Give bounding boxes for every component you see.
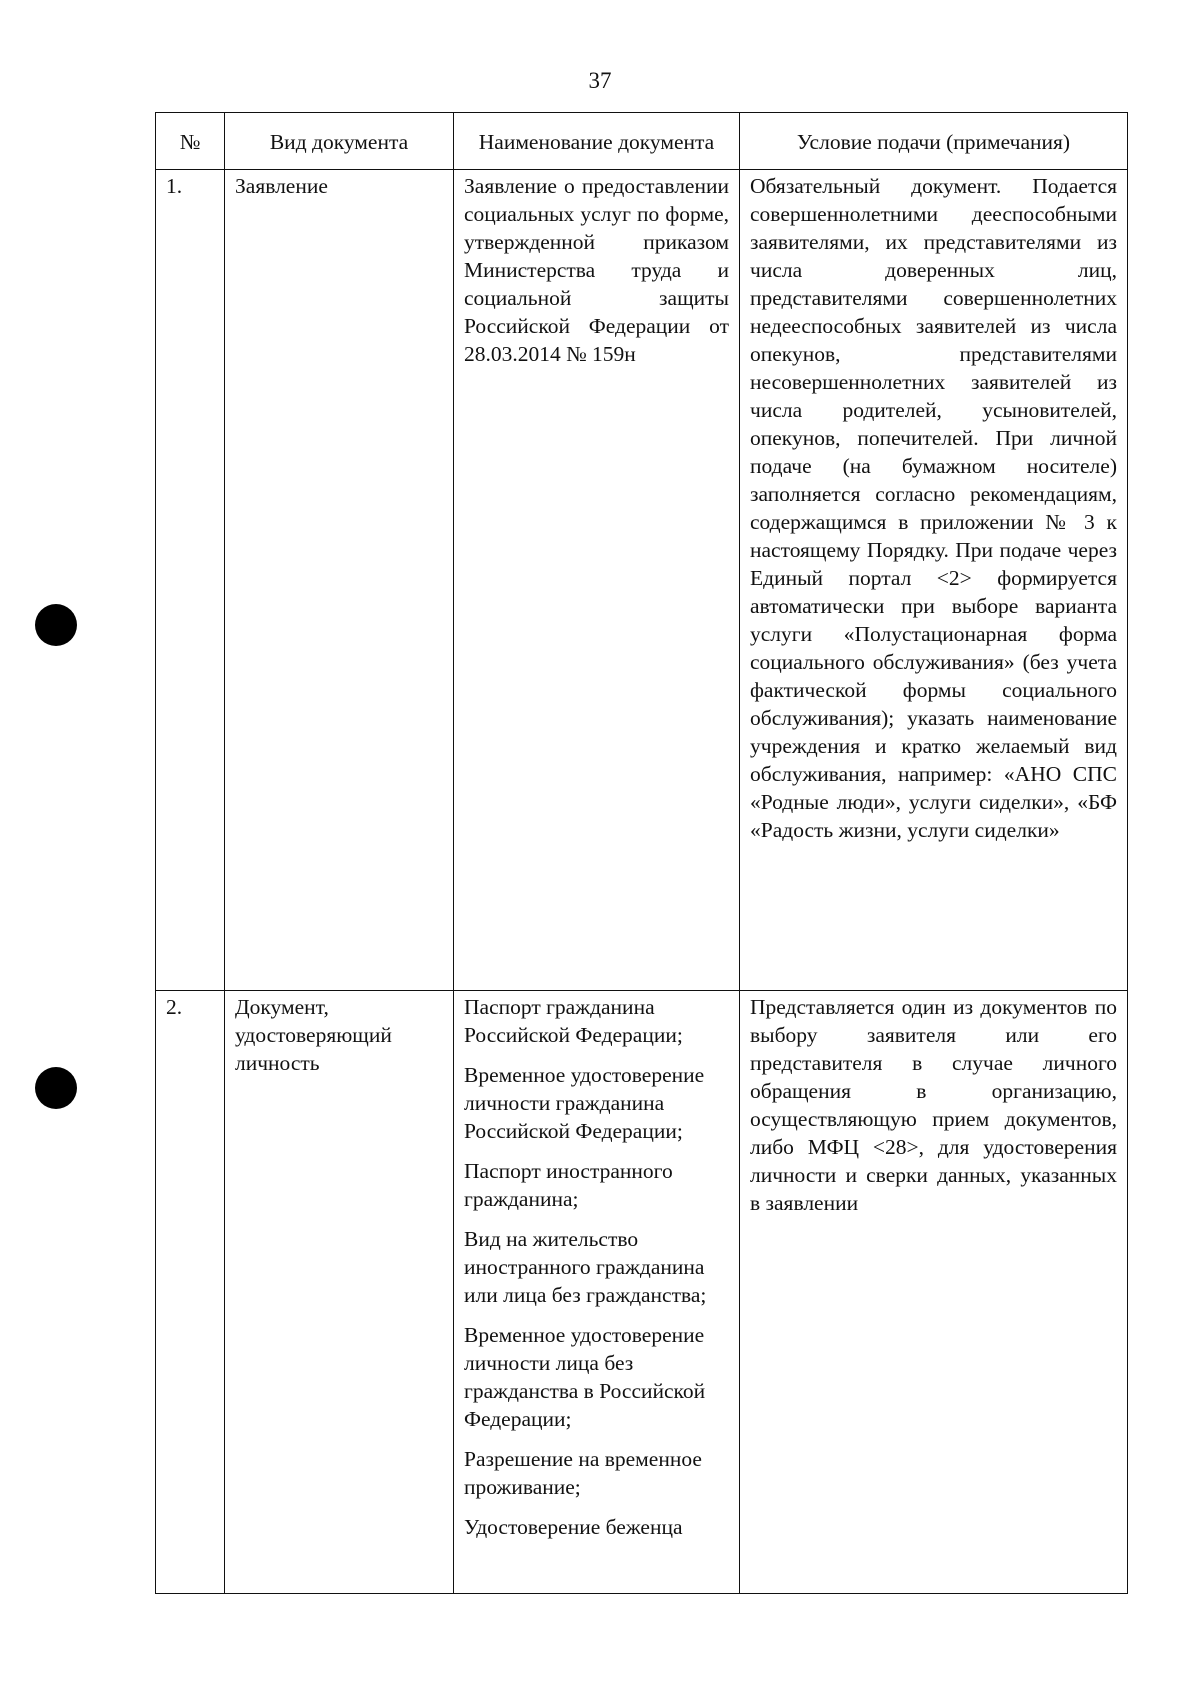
- document-name-item: Вид на жительство иностранного гражданина или лица без гражданства;: [464, 1227, 707, 1307]
- submission-condition: Представляется один из документов по выбору заявителя или его представителя в случае личного обращения в организацию, осуществляющую прием документов, либо МФЦ <28>, для удостоверения личности и сверки данных, указанных в заявлении: [740, 991, 1128, 1594]
- row-number: 2.: [156, 991, 225, 1594]
- document-type: Документ, удостоверяющий личность: [225, 991, 454, 1594]
- document-name: Заявление о предоставлении социальных услуг по форме, утвержденной приказом Министерства труда и социальной защиты Российской Федерации от 28.03.2014 № 159н: [454, 170, 740, 991]
- table-row: [156, 991, 1128, 1594]
- header-name: Наименование документа: [454, 113, 740, 170]
- punch-hole: [35, 604, 77, 646]
- punch-hole: [35, 1067, 77, 1109]
- table-header-row: [156, 113, 1128, 170]
- documents-table: [155, 112, 1128, 1594]
- header-condition: Условие подачи (примечания): [740, 113, 1128, 170]
- row-number: 1.: [156, 170, 225, 991]
- document-name-item: Паспорт иностранного гражданина;: [464, 1159, 673, 1211]
- table-row: [156, 170, 1128, 991]
- document-name-item: Паспорт гражданина Российской Федерации;: [464, 995, 683, 1047]
- header-num: №: [156, 113, 225, 170]
- document-name-list: [454, 991, 740, 1594]
- document-name-item: Удостоверение беженца: [464, 1515, 683, 1539]
- document-name-item: Временное удостоверение личности гражданина Российской Федерации;: [464, 1063, 705, 1143]
- page-number: 37: [588, 68, 612, 93]
- document-name-item: Временное удостоверение личности лица без гражданства в Российской Федерации;: [464, 1323, 706, 1431]
- document-name-item: Разрешение на временное проживание;: [464, 1447, 702, 1499]
- header-type: Вид документа: [225, 113, 454, 170]
- submission-condition: Обязательный документ. Подается совершеннолетними дееспособными заявителями, их представителями из числа доверенных лиц, представителями совершеннолетних недееспособных заявителей из числа опекунов, представителями несовершеннолетних заявителей из числа родителей, усыновителей, опекунов, попечителей. При личной подаче (на бумажном носителе) заполняется согласно рекомендациям, содержащимся в приложении № 3 к настоящему Порядку. При подаче через Единый портал <2> формируется автоматически при выборе варианта услуги «Полустационарная форма социального обслуживания» (без учета фактической формы социального обслуживания); указать наименование учреждения и кратко желаемый вид обслуживания, например: «АНО СПС «Родные люди», услуги сиделки», «БФ «Радость жизни, услуги сиделки»: [740, 170, 1128, 991]
- document-type: Заявление: [225, 170, 454, 991]
